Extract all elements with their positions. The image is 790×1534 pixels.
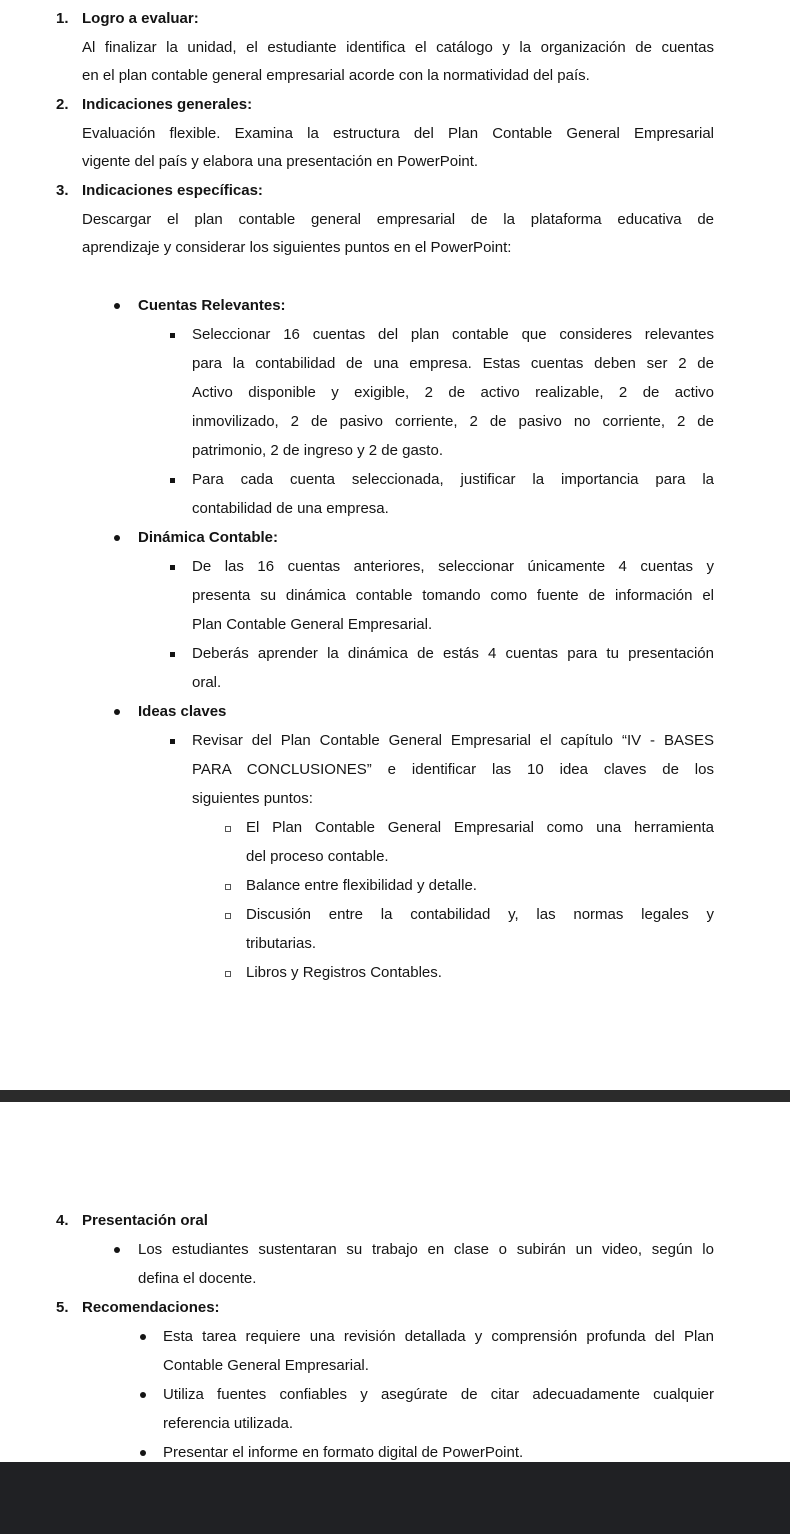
section-1-title: Logro a evaluar: — [82, 10, 199, 27]
section-4-number: 4. — [56, 1212, 69, 1229]
bullet-hollow-square — [225, 913, 231, 919]
bullet-dot — [114, 535, 120, 541]
section-5-item-2-line: Utiliza fuentes confiables y asegúrate de citar adecuadamente cualquier — [163, 1386, 714, 1403]
section-1-number: 1. — [56, 10, 69, 27]
bullet-dot — [114, 1247, 120, 1253]
cuentas-item-1-line: para la contabilidad de una empresa. Estas cuentas deben ser 2 de — [192, 355, 714, 372]
cuentas-item-1-line: inmovilizado, 2 de pasivo corriente, 2 de pasivo no corriente, 2 de — [192, 413, 714, 430]
ideas-claves-heading: Ideas claves — [138, 703, 227, 720]
bottom-dark-bar — [0, 1462, 790, 1534]
bullet-square — [170, 739, 175, 744]
ideas-sub-3-line: tributarias. — [246, 935, 317, 952]
dinamica-item-2-line: Deberás aprender la dinámica de estás 4 cuentas para tu presentación — [192, 645, 714, 662]
cuentas-item-1-line: Activo disponible y exigible, 2 de activo realizable, 2 de activo — [192, 384, 714, 401]
ideas-sub-1-line: El Plan Contable General Empresarial como una herramienta — [246, 819, 714, 836]
bullet-square — [170, 478, 175, 483]
ideas-sub-2-line: Balance entre flexibilidad y detalle. — [246, 877, 477, 894]
section-4-item-line: Los estudiantes sustentaran su trabajo en clase o subirán un video, según lo — [138, 1241, 714, 1258]
section-3-text-line: Descargar el plan contable general empresarial de la plataforma educativa de — [82, 211, 714, 228]
section-4-item-line: defina el docente. — [138, 1270, 257, 1287]
dinamica-item-2-line: oral. — [192, 674, 222, 691]
section-5-number: 5. — [56, 1299, 69, 1316]
section-5-item-3-line: Presentar el informe en formato digital de PowerPoint. — [163, 1444, 524, 1461]
section-3-text-line: aprendizaje y considerar los siguientes puntos en el PowerPoint: — [82, 239, 512, 256]
dinamica-contable-heading: Dinámica Contable: — [138, 529, 279, 546]
section-5-item-2-line: referencia utilizada. — [163, 1415, 294, 1432]
bullet-square — [170, 652, 175, 657]
bullet-square — [170, 565, 175, 570]
section-2-title: Indicaciones generales: — [82, 96, 253, 113]
cuentas-relevantes-heading: Cuentas Relevantes: — [138, 297, 286, 314]
dinamica-item-1-line: De las 16 cuentas anteriores, seleccionar únicamente 4 cuentas y — [192, 558, 714, 575]
section-4-title: Presentación oral — [82, 1212, 208, 1229]
bullet-hollow-square — [225, 884, 231, 890]
bullet-hollow-square — [225, 826, 231, 832]
dinamica-item-1-line: Plan Contable General Empresarial. — [192, 616, 433, 633]
section-1-text-line: Al finalizar la unidad, el estudiante identifica el catálogo y la organización de cuentas — [82, 39, 714, 56]
bullet-dot — [140, 1392, 146, 1398]
ideas-sub-3-line: Discusión entre la contabilidad y, las normas legales y — [246, 906, 714, 923]
bullet-dot — [114, 303, 120, 309]
bullet-hollow-square — [225, 971, 231, 977]
cuentas-item-2-line: Para cada cuenta seleccionada, justificar la importancia para la — [192, 471, 714, 488]
dinamica-item-1-line: presenta su dinámica contable tomando como fuente de información el — [192, 587, 714, 604]
section-3-title: Indicaciones específicas: — [82, 182, 263, 199]
bullet-dot — [140, 1450, 146, 1456]
ideas-sub-4-line: Libros y Registros Contables. — [246, 964, 442, 981]
ideas-item-1-line: siguientes puntos: — [192, 790, 313, 807]
section-3-number: 3. — [56, 182, 69, 199]
ideas-item-1-line: PARA CONCLUSIONES” e identificar las 10 idea claves de los — [192, 761, 714, 778]
cuentas-item-2-line: contabilidad de una empresa. — [192, 500, 389, 517]
document-page-2 — [0, 1102, 790, 1462]
bullet-dot — [140, 1334, 146, 1340]
ideas-item-1-line: Revisar del Plan Contable General Empresarial el capítulo “IV - BASES — [192, 732, 714, 749]
section-2-number: 2. — [56, 96, 69, 113]
section-5-item-1-line: Esta tarea requiere una revisión detallada y comprensión profunda del Plan — [163, 1328, 714, 1345]
cuentas-item-1-line: Seleccionar 16 cuentas del plan contable que consideres relevantes — [192, 326, 714, 343]
section-2-text-line: vigente del país y elabora una presentación en PowerPoint. — [82, 153, 479, 170]
section-2-text-line: Evaluación flexible. Examina la estructura del Plan Contable General Empresarial — [82, 125, 714, 142]
section-5-title: Recomendaciones: — [82, 1299, 220, 1316]
bullet-square — [170, 333, 175, 338]
bullet-dot — [114, 709, 120, 715]
section-1-text-line: en el plan contable general empresarial acorde con la normatividad del país. — [82, 67, 590, 84]
ideas-sub-1-line: del proceso contable. — [246, 848, 389, 865]
page-separator — [0, 1090, 790, 1102]
cuentas-item-1-line: patrimonio, 2 de ingreso y 2 de gasto. — [192, 442, 443, 459]
section-5-item-1-line: Contable General Empresarial. — [163, 1357, 369, 1374]
